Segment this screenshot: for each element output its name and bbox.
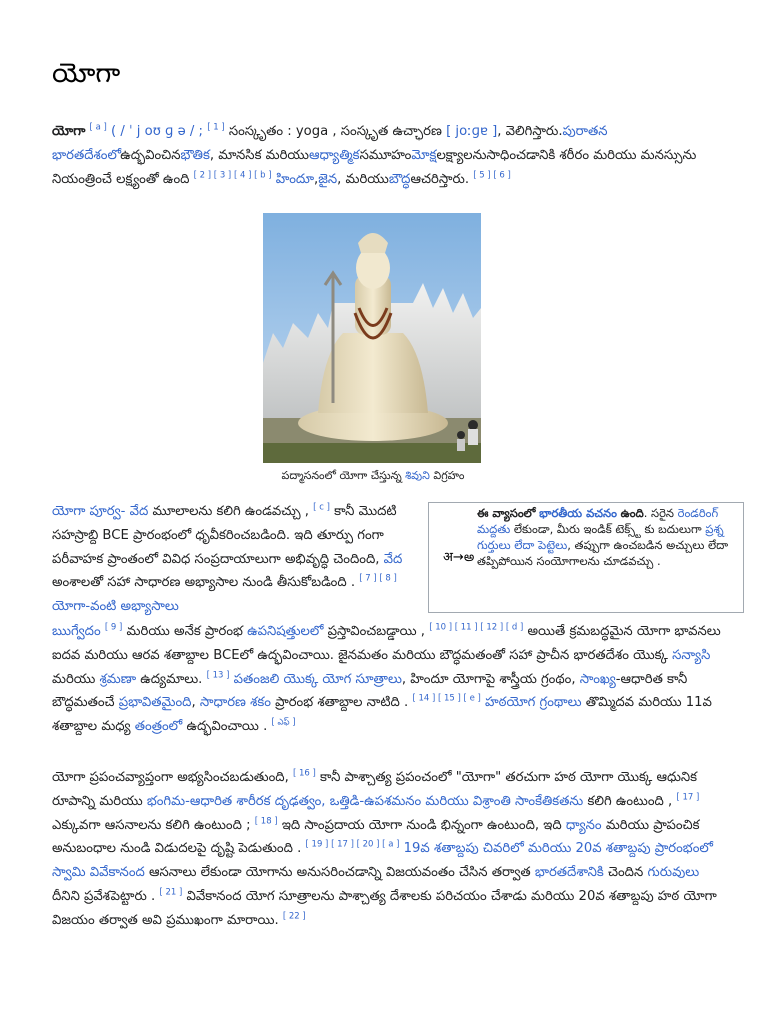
link-rendering-support[interactable]: రెండరింగ్ మద్దతు — [477, 506, 719, 536]
link-shiva[interactable]: శివుని — [405, 469, 430, 482]
link-puratana[interactable]: పురాతన — [562, 124, 608, 139]
intro-bold-term: యోగా — [52, 124, 86, 139]
link-posture-fitness[interactable]: భంగిమ-ఆధారిత శారీరక దృఢత్వం, ఒత్తిడి-ఉపశమనం మరియు విశ్రాంతి సాంకేతికతను — [146, 793, 584, 809]
ref-17[interactable]: [ 17 ] — [676, 792, 700, 803]
link-tantra[interactable]: తంత్రంలో — [134, 719, 183, 735]
link-bauddha[interactable]: బౌద్ధ — [388, 171, 411, 187]
link-boxes[interactable]: లేదా పెట్టెలు — [514, 538, 568, 552]
notice-text: ఈ వ్యాసంలో భారతీయ వచనం ఉంది. సరైన రెండరింగ్ మద్దతు లేకుండా, మీరు ఇండిక్ టెక్స్ట్ కు బదులుగా ప్రశ్న గుర్తులు లేదా పెట్టెలు, తప్పుగా ఉంచబడిన అచ్చులు లేదా తప్పిపోయిన సంయోగాలను చూడవచ్చు . — [477, 506, 729, 568]
ref-21[interactable]: [ 21 ] — [159, 887, 183, 898]
link-question-marks[interactable]: ప్రశ్న గుర్తులు — [477, 522, 724, 552]
ref-18[interactable]: [ 18 ] — [254, 816, 278, 827]
link-common-era[interactable]: సాధారణ శకం — [199, 695, 271, 711]
link-moksha[interactable]: మోక్ష — [411, 147, 437, 163]
ref-13[interactable]: [ 13 ] — [206, 670, 230, 681]
link-adhyatmika[interactable]: ఆధ్యాత్మిక — [308, 147, 360, 163]
link-sankhya[interactable]: సాంఖ్య — [579, 671, 616, 687]
ref-16[interactable]: [ 16 ] — [292, 768, 316, 779]
link-dhyana[interactable]: ధ్యానం — [565, 817, 602, 833]
link-veda-2[interactable]: వేద — [383, 551, 403, 567]
refs-2-b[interactable]: [ 2 ] [ 3 ] [ 4 ] [ b ] — [193, 170, 272, 181]
link-prabhavita[interactable]: ప్రభావితమైంది — [118, 695, 192, 711]
refs-14-e[interactable]: [ 14 ] [ 15 ] [ e ] — [412, 694, 481, 704]
shiva-statue-figure[interactable] — [263, 213, 481, 463]
link-rigveda[interactable]: ఋగ్వేదం — [52, 624, 101, 639]
link-bharat[interactable]: భారతదేశానికి — [534, 865, 604, 881]
modern-yoga-paragraph: యోగా ప్రపంచవ్యాప్తంగా అభ్యసించబడుతుంది, [ 16 ] కానీ పాశ్చాత్య ప్రపంచంలో "యోగా" తరచుగా హఠ యోగా యొక్క ఆధునిక రూపాన్ని మరియు భంగిమ-ఆధారిత శారీరక దృఢత్వం, ఒత్తిడి-ఉపశమనం మరియు విశ్రాంతి సాంకేతికతను కలిగి ఉంటుంది , [ 17 ] ఎక్కువగా ఆసనాలను కలిగి ఉంటుంది ; [ 18 ] ఇది సాంప్రదాయ యోగా నుండి భిన్నంగా ఉంటుంది, ఇది ధ్యానం మరియు ప్రాపంచిక అనుబంధాల నుండి విడుదలపై దృష్టి పెడుతుంది . [ 19 ] [ 17 ] [ 20 ] [ a ] 19వ శతాబ్దపు చివరిలో మరియు 20వ శతాబ్దపు ప్రారంభంలో స్వామి వివేకానంద ఆసనాలు లేకుండా యోగాను అనుసరించడాన్ని విజయవంతం చేసిన తర్వాత భారతదేశానికి చెందిన గురువులు దీనిని ప్రవేశపెట్టారు . [ 21 ] వివేకానంద యోగ సూత్రాలను పాశ్చాత్య దేశాలకు పరిచయం చేశాడు మరియు 20వ శతాబ్దపు హఠ యోగా విజయం తర్వాత అవి ప్రముఖంగా మారాయి. [ 22 ] — [52, 768, 717, 928]
link-yoga-like-practices[interactable]: యోగా-వంటి అభ్యాసాలు — [52, 599, 179, 615]
link-yoga-poorva[interactable]: యోగా పూర్వ- — [52, 504, 126, 519]
link-shramana[interactable]: శ్రమణా — [99, 671, 137, 687]
link-hatha-texts[interactable]: హఠయోగ గ్రంథాలు — [485, 695, 582, 711]
shiva-statue-image[interactable] — [263, 213, 481, 463]
ipa-sanskrit-link[interactable]: [ joːɡɐ ] — [446, 124, 498, 139]
ref-a[interactable]: [ a ] — [89, 122, 107, 133]
link-19th-20th-century[interactable]: 19వ శతాబ్దపు చివరిలో మరియు 20వ శతాబ్దపు ప్రారంభంలో — [403, 841, 713, 857]
link-jaina[interactable]: జైన — [318, 171, 338, 187]
refs-19-a[interactable]: [ 19 ] [ 17 ] [ 20 ] [ a ] — [305, 840, 400, 850]
link-bharatadesam[interactable]: భారతదేశంలో — [52, 147, 121, 163]
link-veda[interactable]: వేద — [129, 504, 149, 519]
refs-7-8[interactable]: [ 7 ] [ 8 ] — [359, 574, 397, 584]
link-vivekananda[interactable]: స్వామి వివేకానంద — [52, 865, 145, 881]
indic-text-notice — [428, 502, 744, 613]
link-patanjali-yoga-sutras[interactable]: పతంజలి యొక్క యోగ సూత్రాలు — [233, 671, 402, 687]
ref-f[interactable]: [ ఎఫ్ ] — [271, 717, 296, 728]
ref-9[interactable]: [ 9 ] — [104, 622, 123, 633]
ref-c[interactable]: [ c ] — [313, 502, 330, 513]
intro-paragraph: యోగా [ a ] ( / ˈ j oʊ ɡ ə / ; [ 1 ] సంస్కృతం : yoga , సంస్కృత ఉచ్ఛారణ [ joːɡɐ ], వెలిగిస్తారు.పురాతన భారతదేశంలోఉద్భవించినభౌతిక, మానసిక మరియుఆధ్యాత్మికసమూహంమోక్షలక్ష్యాలనుసాధించడానికి శరీరం మరియు మనస్సును నియంత్రించే లక్ష్యంతో ఉంది [ 2 ] [ 3 ] [ 4 ] [ b ] హిందూ,జైన, మరియుబౌద్ధఆచరిస్తారు. [ 5 ] [ 6 ] — [52, 122, 697, 187]
link-indic-text[interactable]: భారతీయ వచనం — [539, 506, 617, 520]
link-bhautika[interactable]: భౌతిక — [180, 147, 210, 163]
history-paragraph-top: యోగా పూర్వ- వేద మూలాలను కలిగి ఉండవచ్చు , [ c ] కానీ మొదటి సహస్రాబ్ది BCE ప్రారంభంలో ధృవీకరించబడింది. ఇది తూర్పు గంగా పరీవాహక ప్రాంతంలో వివిధ సంప్రదాయాలుగా అభివృద్ధి చెందింది, వేద అంశాలతో సహా సాధారణ అభ్యాసాల నుండి తీసుకోబడింది . [ 7 ] [ 8 ] యోగా-వంటి అభ్యాసాలు — [52, 502, 403, 615]
refs-5-6[interactable]: [ 5 ] [ 6 ] — [473, 170, 511, 181]
link-upanishads[interactable]: ఉపనిషత్తులలో — [247, 624, 324, 639]
link-hindu[interactable]: హిందూ — [275, 171, 315, 187]
link-sanyasi[interactable]: సన్యాసి — [672, 647, 711, 663]
ipa-link[interactable]: ( / ˈ j oʊ ɡ ə / ; — [111, 124, 203, 139]
link-gurus[interactable]: గురువులు — [647, 865, 700, 881]
page-title: యోగా — [52, 58, 121, 89]
figure-caption: పద్మాసనంలో యోగా చేస్తున్న శివుని విగ్రహం — [281, 469, 465, 482]
shiva-statue-illustration — [263, 213, 481, 463]
ref-22[interactable]: [ 22 ] — [282, 911, 306, 922]
refs-10-d[interactable]: [ 10 ] [ 11 ] [ 12 ] [ d ] — [429, 622, 524, 633]
ref-1[interactable]: [ 1 ] — [207, 122, 225, 133]
history-paragraph-bottom: ఋగ్వేదం [ 9 ] మరియు అనేక ప్రారంభ ఉపనిషత్తులలో ప్రస్తావించబడ్డాయి , [ 10 ] [ 11 ] [ 12 ] [ d ] అయితే క్రమబద్ధమైన యోగా భావనలు ఐదవ మరియు ఆరవ శతాబ్దాల BCEలో ఉద్భవించాయి. జైనమతం మరియు బౌద్ధమతంతో సహా ప్రాచీన భారతదేశం యొక్క సన్యాసి మరియు శ్రమణా ఉద్యమాలు. [ 13 ] పతంజలి యొక్క యోగ సూత్రాలు, హిందూ యోగాపై శాస్త్రీయ గ్రంథం, సాంఖ్య-ఆధారిత కానీ బౌద్ధమతంచే ప్రభావితమైంది, సాధారణ శకం ప్రారంభ శతాబ్దాల నాటిది . [ 14 ] [ 15 ] [ e ] హఠయోగ గ్రంథాలు తొమ్మిదవ మరియు 11వ శతాబ్దాల మధ్య తంత్రంలో ఉద్భవించాయి . [ ఎఫ్ ] — [52, 622, 721, 735]
script-conversion-icon: अ→అ — [443, 550, 475, 565]
